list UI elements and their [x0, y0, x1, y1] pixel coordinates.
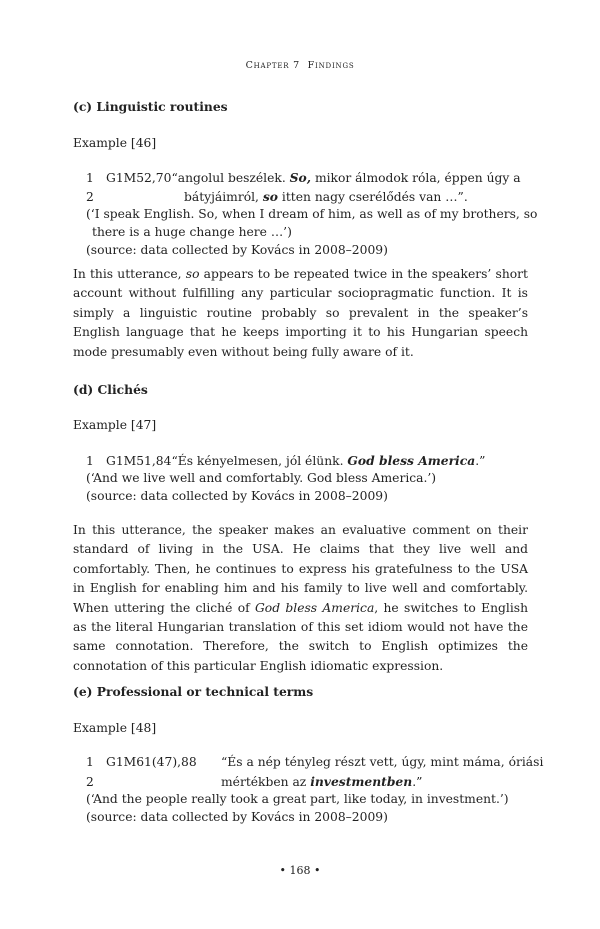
speaker-code: G1M61(47),88: [106, 755, 197, 769]
example-label-47: Example [47]: [73, 418, 157, 432]
utterance-text: .”: [475, 454, 486, 468]
chapter-title: Findings: [307, 60, 355, 71]
example-46-translation-1: (‘I speak English. So, when I dream of him, as well as of my brothers, so: [86, 207, 538, 221]
example-46-line-1: [86, 170, 521, 185]
running-header: [0, 60, 600, 71]
example-48-source: (source: data collected by Kovács in 2008–2009): [86, 810, 388, 824]
example-46-translation-2: there is a huge change here …’): [92, 225, 292, 239]
example-47-source: (source: data collected by Kovács in 2008–2009): [86, 489, 388, 503]
line-number: 1: [86, 755, 94, 769]
paragraph-italic: God bless America: [254, 600, 375, 615]
line-number: 2: [86, 775, 94, 789]
switched-word: So,: [289, 170, 312, 185]
switched-word: so: [262, 189, 278, 204]
utterance-text: mikor álmodok róla, éppen úgy a: [311, 171, 521, 185]
utterance-text: “És a nép tényleg részt vett, úgy, mint máma, óriási: [221, 755, 544, 769]
paragraph-text: In this utterance,: [73, 267, 186, 281]
line-number: 1: [86, 171, 94, 185]
speaker-code: G1M51,84: [106, 454, 172, 468]
section-heading-technical-terms: (e) Professional or technical terms: [73, 684, 314, 699]
paragraph-cliches: [73, 521, 528, 676]
section-heading-cliches: (d) Clichés: [73, 382, 148, 397]
example-48-line-2: [86, 774, 422, 789]
example-label-46: Example [46]: [73, 136, 157, 150]
paragraph-italic: so: [185, 267, 200, 281]
utterance-text: “angolul beszélek.: [171, 171, 290, 185]
chapter-label: Chapter 7: [245, 60, 301, 71]
utterance-text: mértékben az: [221, 775, 311, 789]
utterance-text: bátyjáimról,: [184, 190, 263, 204]
example-47-line-1: [86, 453, 485, 468]
switched-word: investmentben: [310, 774, 413, 789]
example-47-translation: (‘And we live well and comfortably. God bless America.’): [86, 471, 437, 485]
example-48-translation: (‘And the people really took a great part, like today, in investment.’): [86, 792, 509, 806]
utterance-text: .”: [412, 775, 423, 789]
utterance-text: itten nagy cserélődés van …”.: [278, 190, 468, 204]
paragraph-text: appears to be repeated twice in the speakers’ short account without fulfilling any particular sociopragmatic function. It is simply a linguistic routine probably so prevalent in the speaker’s English language that he keeps importing it to his Hungarian speech mode presumably even without being fully aware of it.: [73, 267, 528, 359]
paragraph-linguistic-routines: [73, 265, 528, 362]
example-48-line-1: [86, 755, 543, 769]
section-heading-linguistic-routines: (c) Linguistic routines: [73, 99, 228, 114]
speaker-code: G1M52,70: [106, 171, 172, 185]
line-number: 1: [86, 454, 94, 468]
line-number: 2: [86, 190, 94, 204]
example-label-48: Example [48]: [73, 721, 157, 735]
example-46-source: (source: data collected by Kovács in 2008–2009): [86, 243, 388, 257]
paragraph-text: , he switches to English as the literal Hungarian translation of this set idiom would not have the same connotation. Therefore, the switch to English optimizes the connotation of this particular English idiomatic expression.: [73, 600, 528, 673]
switched-phrase: God bless America: [347, 453, 476, 468]
utterance-text: “És kényelmesen, jól élünk.: [171, 454, 348, 468]
paragraph-text: In this utterance, the speaker makes an evaluative comment on their standard of living in the USA. He claims that they live well and comfortably. Then, he continues to express his gratefulness to the USA in English for enabling him and his family to live well and comfortably. When uttering the cliché of: [73, 523, 528, 615]
page-number: • 168 •: [279, 864, 321, 877]
example-46-line-2: [86, 189, 468, 204]
